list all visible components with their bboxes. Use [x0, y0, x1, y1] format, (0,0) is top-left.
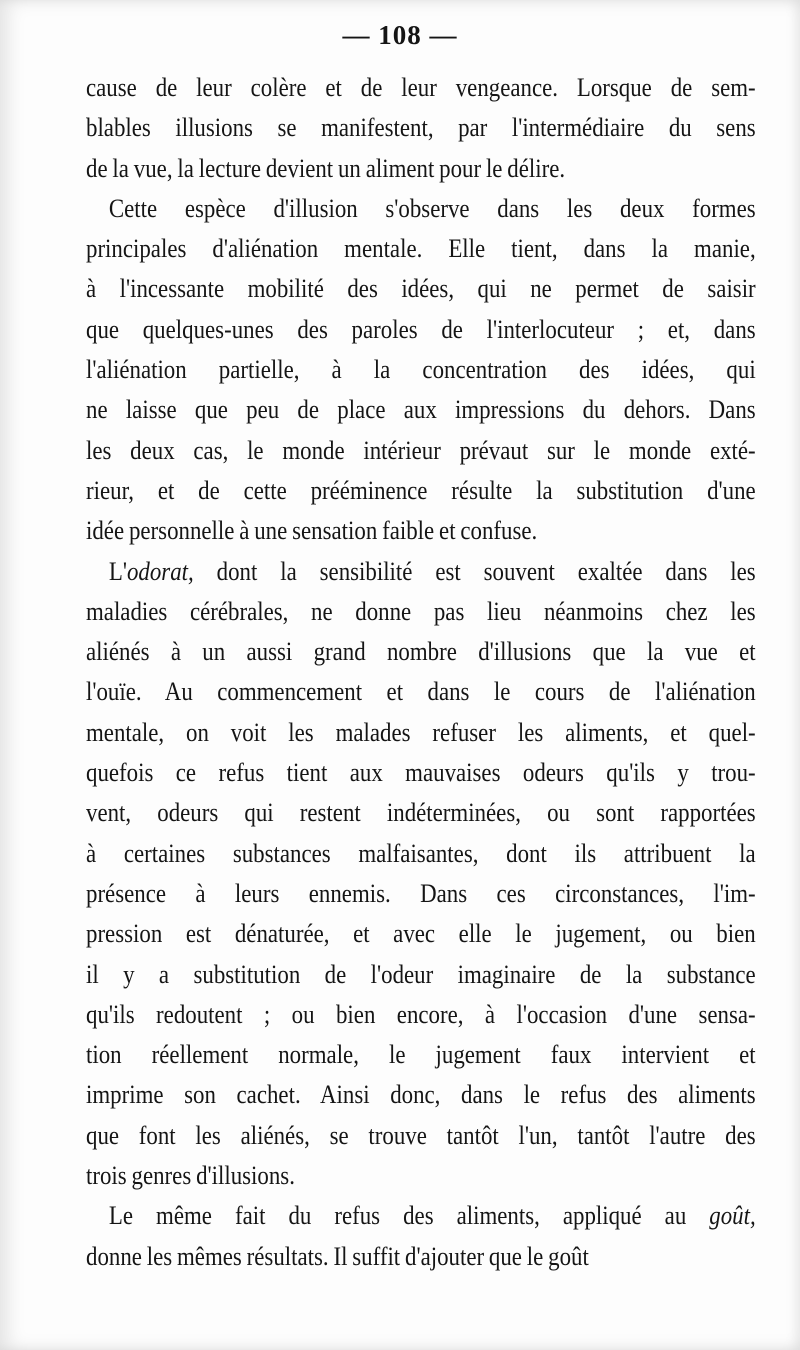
text-run: mentale, on voit les malades refuser les aliments, et quel-: [86, 717, 756, 747]
text-line: [86, 955, 756, 995]
text-line: [86, 229, 756, 269]
text-run: Cette espèce d'illusion s'observe dans les deux formes: [108, 193, 756, 223]
text-line: [86, 149, 756, 189]
text-line: [86, 592, 756, 632]
text-run: les deux cas, le monde intérieur prévaut sur le monde exté-: [86, 435, 756, 465]
text-run: donne les mêmes résultats. Il suffit d'ajouter que le goût: [86, 1241, 589, 1271]
text-line: [86, 874, 756, 914]
text-line: [86, 834, 756, 874]
text-line: [86, 1075, 756, 1115]
text-run: Le même fait du refus des aliments, appliqué au: [108, 1201, 710, 1231]
text-line: [86, 552, 756, 592]
text-run: l'ouïe. Au commencement et dans le cours de l'aliénation: [86, 677, 756, 707]
text-line: [86, 1156, 756, 1196]
text-run: imprime son cachet. Ainsi donc, dans le refus des aliments: [86, 1080, 756, 1110]
paragraph: [86, 1196, 756, 1277]
paragraph: [86, 68, 756, 189]
text-line: [86, 672, 756, 712]
text-run: ne laisse que peu de place aux impressions du dehors. Dans: [86, 395, 756, 425]
text-line: [86, 511, 756, 551]
text-line: [86, 189, 756, 229]
text-run: principales d'aliénation mentale. Elle tient, dans la manie,: [86, 234, 756, 264]
text-run: blables illusions se manifestent, par l'intermédiaire du sens: [86, 113, 756, 143]
text-line: [86, 68, 756, 108]
paragraph: [86, 552, 756, 1197]
text-line: [86, 390, 756, 430]
text-line: [86, 1116, 756, 1156]
body-text: [86, 68, 756, 1277]
text-line: [86, 1035, 756, 1075]
text-run: pression est dénaturée, et avec elle le jugement, ou bien: [86, 919, 756, 949]
text-run: rieur, et de cette prééminence résulte la substitution d'une: [86, 475, 756, 505]
text-line: [86, 632, 756, 672]
text-line: [86, 108, 756, 148]
text-line: [86, 995, 756, 1035]
text-run: que quelques-unes des paroles de l'interlocuteur ; et, dans: [86, 314, 756, 344]
text-run: aliénés à un aussi grand nombre d'illusions que la vue et: [86, 637, 756, 667]
text-run: que font les aliénés, se trouve tantôt l'un, tantôt l'autre des: [86, 1120, 756, 1150]
text-run: de la vue, la lecture devient un aliment pour le délire.: [86, 153, 566, 183]
text-line: [86, 753, 756, 793]
text-run: idée personnelle à une sensation faible et confuse.: [86, 516, 538, 546]
text-run: l'aliénation partielle, à la concentration des idées, qui: [86, 355, 756, 385]
text-run: quefois ce refus tient aux mauvaises odeurs qu'ils y trou-: [86, 758, 756, 788]
text-run: trois genres d'illusions.: [86, 1161, 295, 1191]
text-line: [86, 350, 756, 390]
text-line: [86, 713, 756, 753]
text-line: [86, 1196, 756, 1236]
text-line: [86, 914, 756, 954]
text-line: [86, 1237, 756, 1277]
text-run: cause de leur colère et de leur vengeance. Lorsque de sem-: [86, 73, 756, 102]
text-run: il y a substitution de l'odeur imaginaire de la substance: [86, 959, 756, 989]
italic-term: odorat,: [126, 556, 194, 586]
text-run: L': [108, 556, 127, 586]
text-run: présence à leurs ennemis. Dans ces circonstances, l'im-: [86, 878, 756, 908]
text-run: qu'ils redoutent ; ou bien encore, à l'occasion d'une sensa-: [86, 999, 756, 1029]
text-run: tion réellement normale, le jugement faux intervient et: [86, 1040, 756, 1070]
text-run: vent, odeurs qui restent indéterminées, ou sont rapportées: [86, 798, 756, 828]
text-line: [86, 793, 756, 833]
paragraph: [86, 189, 756, 552]
text-run: à certaines substances malfaisantes, dont ils attribuent la: [86, 838, 756, 868]
text-line: [86, 310, 756, 350]
text-run: à l'incessante mobilité des idées, qui ne permet de saisir: [86, 274, 756, 304]
page-number: — 108 —: [342, 20, 458, 50]
italic-term: goût,: [709, 1201, 756, 1231]
text-line: [86, 471, 756, 511]
text-line: [86, 269, 756, 309]
text-run: dont la sensibilité est souvent exaltée dans les: [193, 556, 756, 586]
text-run: maladies cérébrales, ne donne pas lieu néanmoins chez les: [86, 596, 756, 626]
text-line: [86, 431, 756, 471]
